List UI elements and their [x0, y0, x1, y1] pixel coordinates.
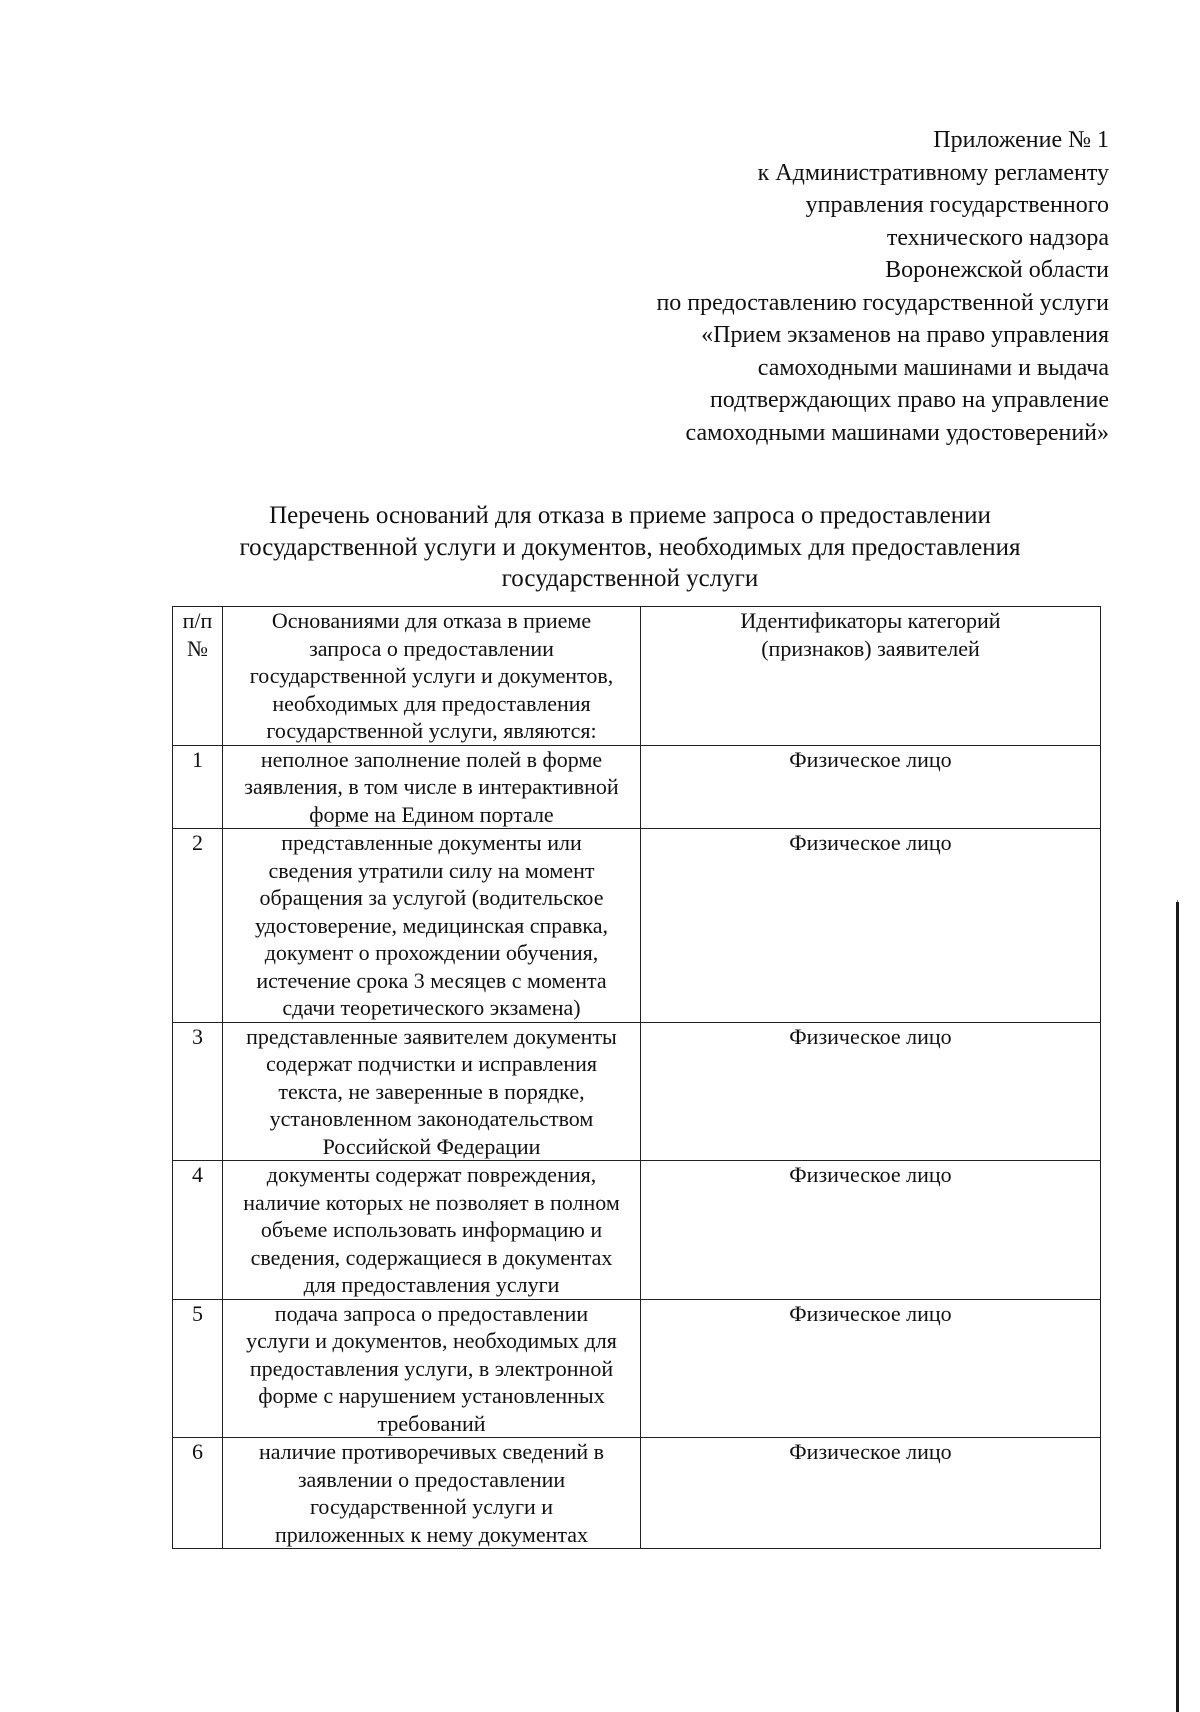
row-number: 2 — [173, 829, 223, 1023]
appendix-line: Приложение № 1 — [933, 127, 1109, 153]
header-identifiers: Идентификаторы категорий (признаков) заявителей — [641, 607, 1101, 746]
row-reason: представленные документы или сведения утратили силу на момент обращения за услугой (водительское удостоверение, медицинская справка, документ о прохождении обучения, истечение срока 3 месяцев с момента сдачи теоретического экзамена) — [223, 829, 641, 1023]
appendix-line: по предоставлению государственной услуги — [656, 289, 1109, 316]
appendix-line: к Административному регламенту — [757, 159, 1109, 186]
appendix-line: «Прием экзаменов на право управления — [701, 322, 1109, 348]
row-reason: подача запроса о предоставлении услуги и документов, необходимых для предоставления услуги, в электронной форме с нарушением установленных требований — [223, 1299, 641, 1438]
header-number: п/п № — [173, 607, 223, 746]
row-number: 5 — [173, 1299, 223, 1438]
title-line: государственной услуги — [501, 565, 759, 592]
row-number: 1 — [173, 745, 223, 829]
table-row — [173, 829, 1101, 1023]
row-identifier: Физическое лицо — [641, 1299, 1101, 1438]
appendix-line: подтверждающих право на управление — [709, 387, 1109, 413]
row-reason: неполное заполнение полей в форме заявления, в том числе в интерактивной форме на Едином портале — [223, 745, 641, 829]
appendix-line: самоходными машинами и выдача — [757, 354, 1109, 381]
row-identifier: Физическое лицо — [641, 745, 1101, 829]
row-identifier: Физическое лицо — [641, 1438, 1101, 1549]
appendix-line: самоходными машинами удостоверений» — [685, 419, 1109, 446]
title-line: Перечень оснований для отказа в приеме запроса о предоставлении — [269, 502, 991, 529]
table-row — [173, 1299, 1101, 1438]
table-row — [173, 745, 1101, 829]
header-reason: Основаниями для отказа в приеме запроса о предоставлении государственной услуги и документов, необходимых для предоставления государственной услуги, являются: — [223, 607, 641, 746]
table-header-row — [173, 607, 1101, 746]
table-row — [173, 1022, 1101, 1161]
table-row — [173, 1161, 1101, 1300]
row-reason: документы содержат повреждения, наличие которых не позволяет в полном объеме использовать информацию и сведения, содержащиеся в документах для предоставления услуги — [223, 1161, 641, 1300]
table-row — [173, 1438, 1101, 1549]
row-identifier: Физическое лицо — [641, 829, 1101, 1023]
appendix-line: управления государственного — [805, 192, 1109, 218]
row-reason: наличие противоречивых сведений в заявлении о предоставлении государственной услуги и приложенных к нему документах — [223, 1438, 641, 1549]
document-title — [160, 500, 1100, 595]
title-line: государственной услуги и документов, необходимых для предоставления — [239, 533, 1021, 561]
row-number: 4 — [173, 1161, 223, 1300]
row-reason: представленные заявителем документы содержат подчистки и исправления текста, не заверенные в порядке, установленном законодательством Российской Федерации — [223, 1022, 641, 1161]
row-identifier: Физическое лицо — [641, 1161, 1101, 1300]
grounds-table — [172, 606, 1101, 1549]
appendix-header — [509, 124, 1109, 449]
row-number: 6 — [173, 1438, 223, 1549]
row-identifier: Физическое лицо — [641, 1022, 1101, 1161]
row-number: 3 — [173, 1022, 223, 1161]
scan-edge-shadow — [1176, 902, 1179, 1712]
appendix-line: Воронежской области — [885, 257, 1109, 283]
appendix-line: технического надзора — [886, 224, 1109, 251]
